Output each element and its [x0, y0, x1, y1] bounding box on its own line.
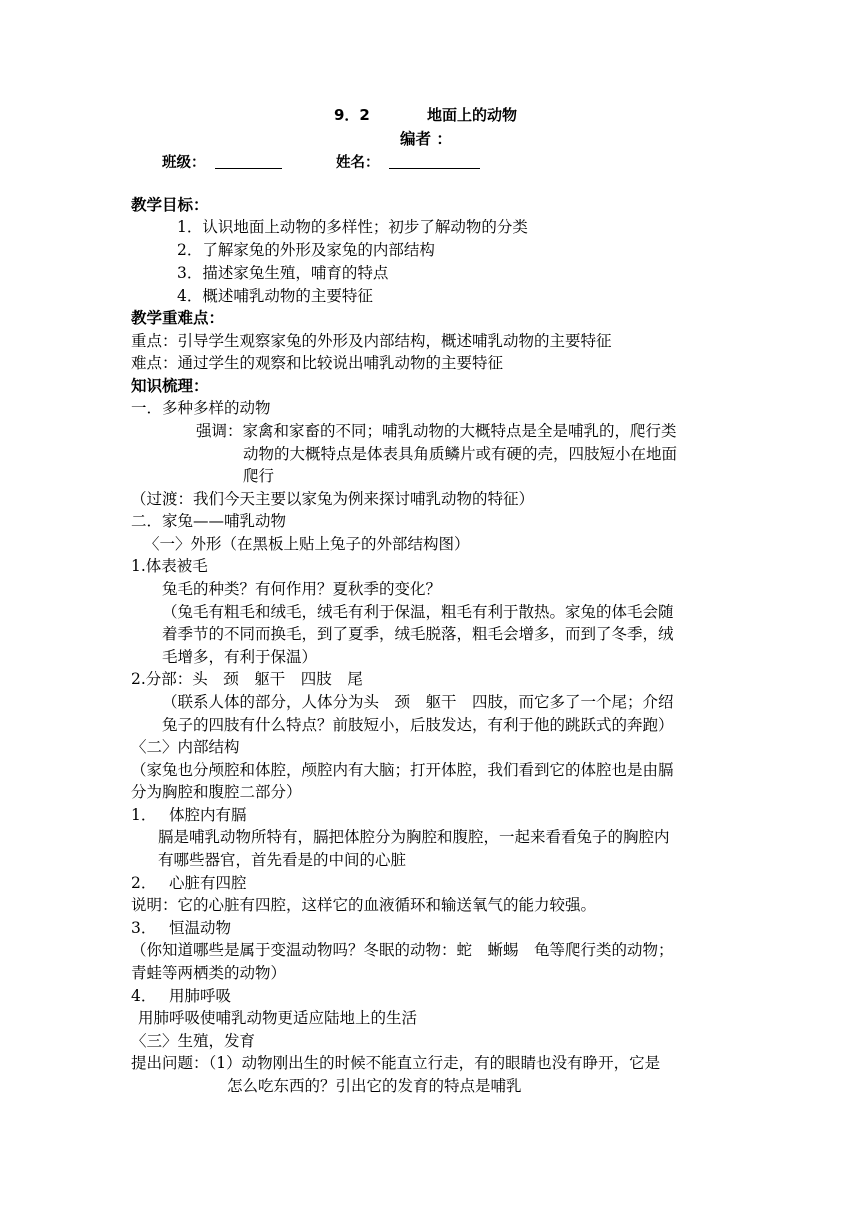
paragraph-line: 说明：它的心脏有四腔，这样它的血液循环和输送氧气的能力较强。: [131, 896, 597, 914]
point-heading: 2． 心脏有四腔: [131, 874, 247, 892]
point-heading: 1.体表被毛: [131, 557, 208, 575]
paragraph-line: 兔子的四肢有什么特点？前肢短小，后肢发达，有利于他的跳跃式的奔跑）: [162, 716, 674, 734]
paragraph-line: （你知道哪些是属于变温动物吗？冬眠的动物：蛇 蜥蜴 龟等爬行类的动物；: [131, 941, 674, 959]
focus-text: 重点：引导学生观察家兔的外形及内部结构，概述哺乳动物的主要特征: [131, 332, 612, 350]
difficulty-text: 难点：通过学生的观察和比较说出哺乳动物的主要特征: [131, 354, 504, 372]
objective-item: 4．概述哺乳动物的主要特征: [177, 287, 373, 305]
subsection-heading: 〈一〉外形（在黑板上贴上兔子的外部结构图）: [144, 535, 470, 553]
objectives-heading: 教学目标：: [131, 196, 209, 214]
objective-item: 2．了解家兔的外形及家兔的内部结构: [177, 241, 435, 259]
paragraph-line: 毛增多，有利于保温）: [162, 648, 318, 666]
class-blank: [215, 154, 282, 169]
knowledge-heading: 知识梳理：: [131, 377, 209, 395]
paragraph-line: 膈是哺乳动物所特有，膈把体腔分为胸腔和腹腔，一起来看看兔子的胸腔内: [158, 828, 670, 846]
class-label: 班级：: [162, 155, 206, 171]
name-label: 姓名：: [336, 155, 380, 171]
keypoints-heading: 教学重难点：: [131, 309, 225, 327]
point-heading: 4． 用肺呼吸: [131, 987, 232, 1005]
paragraph-line: 兔毛的种类？有何作用？夏秋季的变化？: [162, 580, 442, 598]
paragraph-line: 怎么吃东西的？引出它的发育的特点是哺乳: [227, 1077, 522, 1095]
paragraph-line: （过渡：我们今天主要以家兔为例来探讨哺乳动物的特征）: [131, 490, 535, 508]
paragraph-line: 有哪些器官，首先看是的中间的心脏: [158, 851, 407, 869]
paragraph-line: （兔毛有粗毛和绒毛，绒毛有利于保温，粗毛有利于散热。家兔的体毛会随: [162, 603, 674, 621]
paragraph-line: 着季节的不同而换毛，到了夏季，绒毛脱落，粗毛会增多，而到了冬季，绒: [162, 625, 674, 643]
paragraph-line: 用肺呼吸使哺乳动物更适应陆地上的生活: [138, 1009, 418, 1027]
section-heading: 二．家兔——哺乳动物: [131, 512, 287, 530]
title-number: 9．2: [334, 106, 370, 124]
paragraph-line: （联系人体的部分，人体分为头 颈 躯干 四肢，而它多了一个尾；介绍: [162, 693, 674, 711]
point-heading: 2.分部：头 颈 躯干 四肢 尾: [131, 670, 363, 688]
paragraph-line: 动物的大概特点是体表具角质鳞片或有硬的壳，四肢短小在地面: [243, 445, 678, 463]
objective-item: 1．认识地面上动物的多样性；初步了解动物的分类: [177, 218, 528, 236]
subsection-heading: 〈三〉生殖，发育: [131, 1032, 256, 1050]
page-title: 地面上的动物: [427, 106, 518, 124]
editor-label: 编者 ：: [400, 130, 452, 148]
point-heading: 1． 体腔内有膈: [131, 806, 247, 824]
objective-item: 3．描述家兔生殖，哺育的特点: [177, 264, 389, 282]
subsection-heading: 〈二〉内部结构: [131, 738, 240, 756]
paragraph-line: 分为胸腔和腹腔二部分）: [131, 783, 302, 801]
name-blank: [389, 154, 480, 169]
paragraph-line: 提出问题：（1）动物刚出生的时候不能直立行走，有的眼睛也没有睁开，它是: [131, 1054, 661, 1072]
paragraph-line: （家兔也分颅腔和体腔，颅腔内有大脑；打开体腔，我们看到它的体腔也是由膈: [131, 761, 674, 779]
section-heading: 一．多种多样的动物: [131, 399, 271, 417]
point-heading: 3． 恒温动物: [131, 919, 232, 937]
paragraph-line: 强调：家禽和家畜的不同；哺乳动物的大概特点是全是哺乳的，爬行类: [196, 422, 677, 440]
paragraph-line: 爬行: [243, 467, 275, 485]
paragraph-line: 青蛙等两栖类的动物）: [131, 964, 287, 982]
